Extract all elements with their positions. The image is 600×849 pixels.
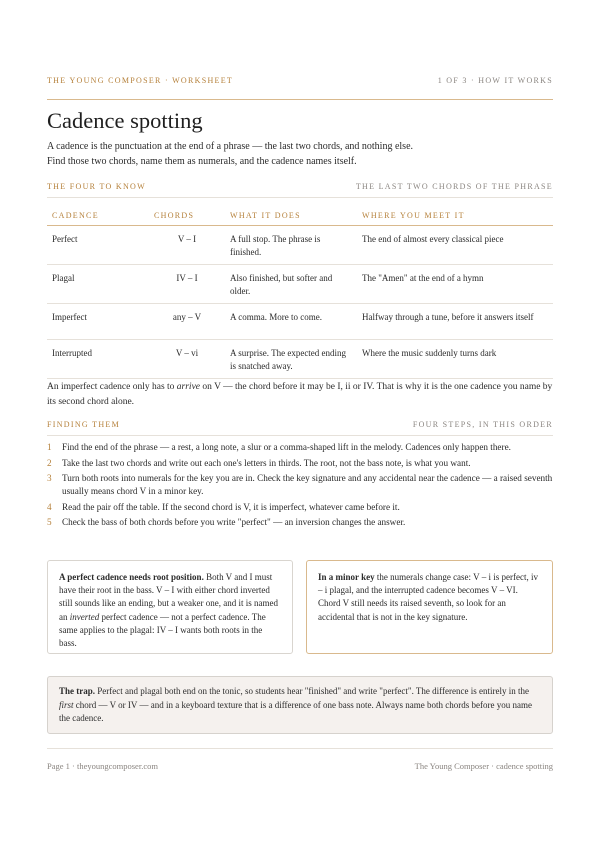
footer-doc-title: The Young Composer · cadence spotting bbox=[414, 761, 553, 771]
step-number: 2 bbox=[47, 457, 52, 468]
intro-line-1: A cadence is the punctuation at the end of a phrase — the last two chords, and nothing else. bbox=[47, 141, 414, 152]
imperfect-note: An imperfect cadence only has to arrive on V — the chord before it may be I, ii or IV. That is why it is the one cadence you name by its second chord alone. bbox=[47, 382, 553, 407]
section-title-four: THE FOUR TO KNOW bbox=[47, 182, 146, 191]
column-header-where: WHERE YOU MEET IT bbox=[357, 205, 553, 226]
list-item bbox=[47, 472, 555, 498]
minor-key-callout: In a minor key the numerals change case: V – i is perfect, iv – i plagal, and the interrupted cadence becomes V – VI. Chord V still needs its raised seventh, so look for an accidental that is not in the key signature. bbox=[306, 560, 553, 654]
section-title-finding: FINDING THEM bbox=[47, 420, 121, 429]
cell-chords: IV – I bbox=[149, 265, 225, 304]
section-header-four bbox=[47, 182, 553, 191]
step-number: 5 bbox=[47, 517, 52, 527]
page-header bbox=[47, 76, 553, 85]
step-text: Read the pair off the table. If the second chord is V, it is imperfect, whatever came before it. bbox=[62, 501, 400, 512]
list-item bbox=[47, 457, 555, 470]
cell-what: Also finished, but softer and older. bbox=[225, 265, 357, 304]
table-row bbox=[47, 226, 553, 265]
cadence-table bbox=[47, 205, 553, 379]
cell-where: The "Amen" at the end of a hymn bbox=[357, 265, 553, 304]
table-header-row bbox=[47, 205, 553, 226]
header-page-info: 1 OF 3 · HOW IT WORKS bbox=[437, 76, 553, 85]
cell-where: The end of almost every classical piece bbox=[357, 226, 553, 265]
step-number: 4 bbox=[47, 501, 52, 512]
section-divider-four bbox=[47, 197, 553, 198]
root-position-callout: A perfect cadence needs root position. Both V and I must have their root in the bass. V – I with either chord inverted still sounds like an ending, but a weaker one, and it is named an inverted perfect cadence — not a perfect cadence. The same applies to the plagal: IV – I wants both roots in the bass. bbox=[47, 560, 293, 654]
section-header-finding bbox=[47, 420, 553, 429]
header-publication: THE YOUNG COMPOSER · WORKSHEET bbox=[47, 76, 234, 85]
section-divider-finding bbox=[47, 435, 553, 436]
table-row bbox=[47, 265, 553, 304]
page-footer bbox=[47, 761, 553, 771]
cell-what: A full stop. The phrase is finished. bbox=[225, 226, 357, 265]
column-header-what: WHAT IT DOES bbox=[225, 205, 357, 226]
footer-page-link: Page 1 · theyoungcomposer.com bbox=[47, 761, 158, 771]
step-text: Take the last two chords and write out each one's letters in thirds. The root, not the bass note, is what you want. bbox=[62, 457, 471, 468]
cell-cadence: Plagal bbox=[47, 265, 149, 304]
intro-line-2: Find those two chords, name them as numerals, and the cadence names itself. bbox=[47, 156, 357, 167]
cell-chords: V – vi bbox=[149, 340, 225, 379]
step-text: Check the bass of both chords before you write "perfect" — an inversion changes the answer. bbox=[62, 517, 406, 527]
column-header-cadence: CADENCE bbox=[47, 205, 149, 226]
column-header-chords: CHORDS bbox=[149, 205, 225, 226]
step-text: Turn both roots into numerals for the key you are in. Check the key signature and any accidental near the cadence — a raised seventh usually means chord V in a minor key. bbox=[62, 473, 553, 496]
cell-chords: V – I bbox=[149, 226, 225, 265]
step-number: 1 bbox=[47, 442, 52, 452]
table-row bbox=[47, 340, 553, 379]
step-text: Find the end of the phrase — a rest, a long note, a slur or a comma-shaped lift in the melody. Cadences only happen there. bbox=[62, 442, 511, 452]
footer-divider bbox=[47, 748, 553, 749]
steps-list bbox=[47, 441, 555, 532]
cell-what: A comma. More to come. bbox=[225, 304, 357, 340]
section-subtitle-four: THE LAST TWO CHORDS OF THE PHRASE bbox=[355, 182, 553, 191]
list-item bbox=[47, 441, 555, 454]
intro-text bbox=[47, 139, 557, 169]
section-subtitle-finding: FOUR STEPS, IN THIS ORDER bbox=[412, 420, 553, 429]
header-divider bbox=[47, 99, 553, 100]
cell-cadence: Perfect bbox=[47, 226, 149, 265]
list-item bbox=[47, 501, 555, 514]
cell-cadence: Interrupted bbox=[47, 340, 149, 379]
page-title: Cadence spotting bbox=[47, 108, 203, 133]
cell-cadence: Imperfect bbox=[47, 304, 149, 340]
cell-chords: any – V bbox=[149, 304, 225, 340]
step-number: 3 bbox=[47, 473, 52, 483]
cell-where: Halfway through a tune, before it answers itself bbox=[357, 304, 553, 340]
cell-where: Where the music suddenly turns dark bbox=[357, 340, 553, 379]
trap-callout: The trap. Perfect and plagal both end on the tonic, so students hear "finished" and write "perfect". The difference is entirely in the first chord — V or IV — and in a keyboard texture that is a difference of one bass note. Always name both chords before you name the cadence. bbox=[47, 676, 553, 734]
list-item bbox=[47, 516, 555, 529]
table-row bbox=[47, 304, 553, 340]
cell-what: A surprise. The expected ending is snatched away. bbox=[225, 340, 357, 379]
